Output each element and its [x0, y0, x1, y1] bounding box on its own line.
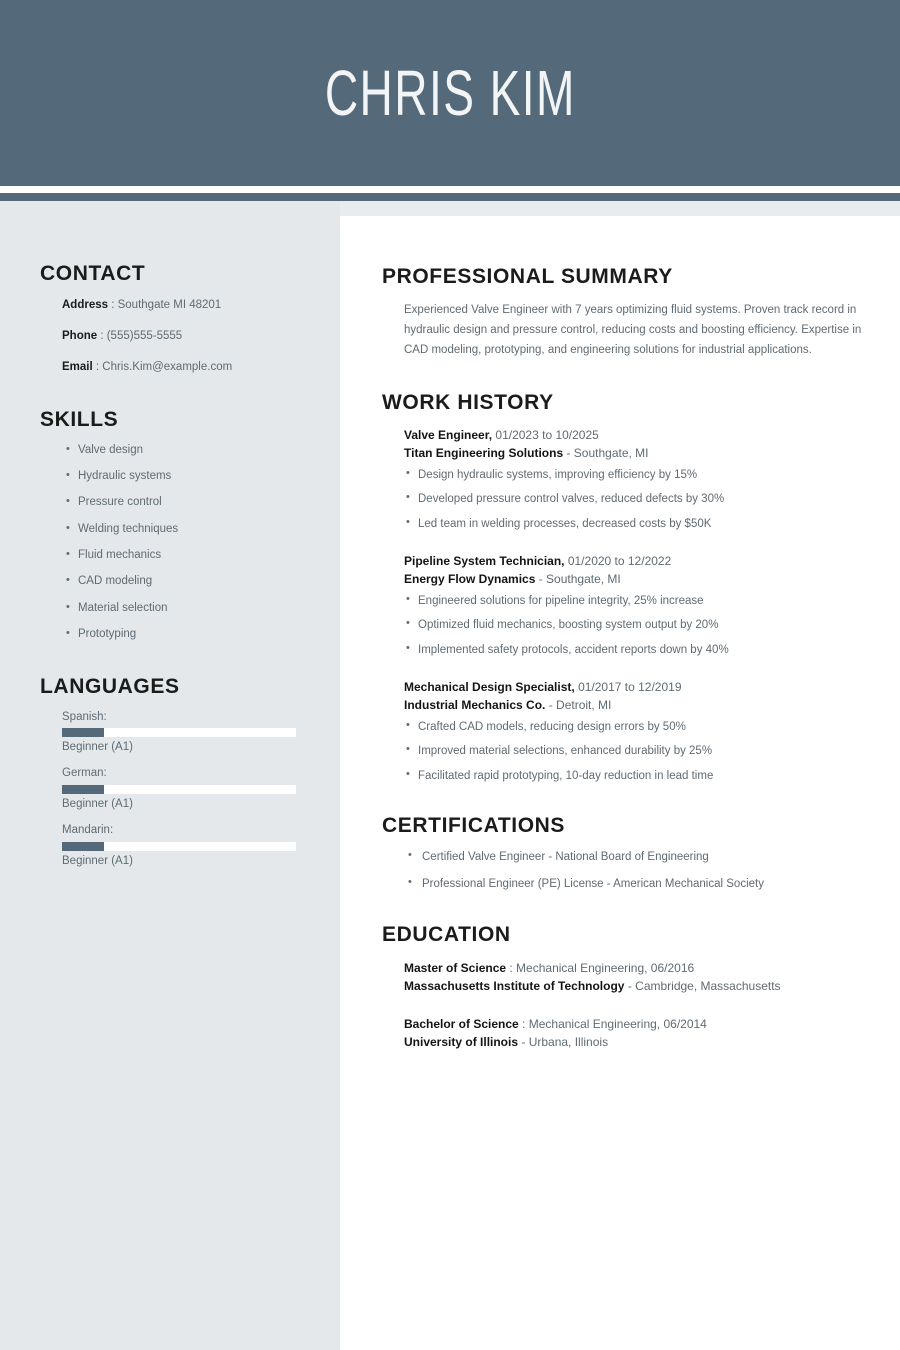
skill-item: • Hydraulic systems — [66, 470, 300, 484]
job-bullet: • Implemented safety protocols, accident reports down by 40% — [404, 643, 870, 657]
education-school: Massachusetts Institute of Technology — [404, 978, 625, 993]
job-title-line — [404, 427, 870, 444]
job-company-line — [404, 445, 870, 462]
contact-heading: CONTACT — [40, 262, 146, 285]
job-bullet: • Led team in welding processes, decreased costs by $50K — [404, 517, 870, 531]
contact-section — [40, 263, 300, 375]
header-banner — [0, 0, 900, 186]
job-entry — [404, 553, 870, 657]
skill-item: • CAD modeling — [66, 575, 300, 589]
summary-text: Experienced Valve Engineer with 7 years optimizing fluid systems. Proven track record in hydraulic design and pressure control, reducing costs and boosting efficiency. Expertise in CAD modeling, prototyping, and engineering solutions for industrial applications. — [404, 304, 862, 356]
language-item — [62, 767, 300, 812]
job-company: Industrial Mechanics Co. — [404, 697, 546, 712]
job-bullet: • Crafted CAD models, reducing design errors by 50% — [404, 720, 870, 734]
language-item — [62, 711, 300, 756]
language-progress-fill — [62, 842, 104, 851]
skill-item: • Welding techniques — [66, 523, 300, 537]
contact-value: : (555)555-5555 — [97, 329, 183, 342]
job-entry — [404, 679, 870, 783]
job-bullet: • Engineered solutions for pipeline integrity, 25% increase — [404, 594, 870, 608]
education-degree: Master of Science — [404, 960, 507, 975]
main-top-strip — [340, 201, 900, 216]
skill-item: • Material selection — [66, 602, 300, 616]
language-level: Beginner (A1) — [62, 854, 133, 867]
job-bullet: • Developed pressure control valves, reduced defects by 30% — [404, 492, 870, 506]
job-location: - Southgate, MI — [535, 571, 621, 586]
skill-item: • Pressure control — [66, 496, 300, 510]
languages-list — [40, 711, 300, 869]
job-location: - Detroit, MI — [545, 697, 612, 712]
certification-item: • Professional Engineer (PE) License - American Mechanical Society — [408, 877, 870, 891]
header-divider-gap — [0, 186, 900, 193]
job-bullets — [404, 720, 870, 783]
certification-item: • Certified Valve Engineer - National Board of Engineering — [408, 850, 870, 864]
education-school-line — [404, 1033, 870, 1051]
languages-section — [40, 676, 300, 869]
job-list — [382, 427, 870, 783]
education-school-line — [404, 977, 870, 995]
job-company-line — [404, 697, 870, 714]
language-progress-track — [62, 785, 296, 794]
certifications-list — [408, 850, 870, 892]
education-school: University of Illinois — [404, 1034, 519, 1049]
job-title-line — [404, 679, 870, 696]
skills-list — [40, 444, 300, 642]
job-company: Titan Engineering Solutions — [404, 445, 564, 460]
sidebar-column — [0, 201, 340, 1350]
contact-value: : Chris.Kim@example.com — [92, 360, 233, 373]
education-heading: EDUCATION — [382, 922, 511, 946]
job-location: - Southgate, MI — [563, 445, 649, 460]
language-progress-track — [62, 728, 296, 737]
candidate-name: CHRIS KIM — [324, 57, 576, 129]
contact-row — [62, 298, 300, 313]
education-entry — [404, 1015, 870, 1051]
language-name: Spanish: — [62, 710, 107, 723]
certifications-heading: CERTIFICATIONS — [382, 814, 566, 838]
skill-item: • Valve design — [66, 444, 300, 458]
language-progress-fill — [62, 728, 104, 737]
job-title-line — [404, 553, 870, 570]
language-progress-fill — [62, 785, 104, 794]
education-degree-line — [404, 1015, 870, 1033]
job-bullet: • Improved material selections, enhanced durability by 25% — [404, 744, 870, 758]
education-field: : Mechanical Engineering, 06/2014 — [518, 1016, 707, 1031]
header-accent-stripe — [0, 193, 900, 201]
job-bullet: • Optimized fluid mechanics, boosting system output by 20% — [404, 618, 870, 632]
job-bullet: • Facilitated rapid prototyping, 10-day reduction in lead time — [404, 769, 870, 783]
education-entry — [404, 959, 870, 995]
education-location: - Urbana, Illinois — [518, 1034, 609, 1049]
education-list — [382, 959, 870, 1051]
language-item — [62, 824, 300, 869]
language-name: Mandarin: — [62, 823, 114, 836]
job-dates: 01/2023 to 10/2025 — [492, 428, 599, 443]
job-dates: 01/2017 to 12/2019 — [574, 680, 682, 695]
language-level: Beginner (A1) — [62, 798, 133, 811]
contact-row — [62, 360, 300, 375]
work-history-section — [382, 392, 870, 783]
education-location: - Cambridge, Massachusetts — [624, 978, 781, 993]
job-bullets — [404, 594, 870, 657]
language-name: German: — [62, 767, 107, 780]
skills-section — [40, 409, 300, 642]
contact-rows — [40, 298, 300, 375]
education-degree-line — [404, 959, 870, 977]
job-company-line — [404, 571, 870, 588]
skills-heading: SKILLS — [40, 407, 119, 431]
job-dates: 01/2020 to 12/2022 — [564, 554, 672, 569]
languages-heading: LANGUAGES — [40, 674, 180, 698]
job-entry — [404, 427, 870, 531]
summary-section — [382, 266, 870, 360]
certifications-section — [382, 815, 870, 892]
language-progress-track — [62, 842, 296, 851]
job-company: Energy Flow Dynamics — [404, 571, 536, 586]
education-degree: Bachelor of Science — [404, 1016, 519, 1031]
job-bullet: • Design hydraulic systems, improving efficiency by 15% — [404, 468, 870, 482]
contact-label: Phone — [62, 329, 98, 342]
work-history-heading: WORK HISTORY — [382, 391, 554, 415]
education-field: : Mechanical Engineering, 06/2016 — [506, 960, 695, 975]
language-level: Beginner (A1) — [62, 741, 133, 754]
contact-label: Email — [62, 360, 93, 373]
skill-item: • Fluid mechanics — [66, 549, 300, 563]
job-title: Mechanical Design Specialist, — [404, 680, 575, 695]
skill-item: • Prototyping — [66, 628, 300, 642]
contact-label: Address — [62, 299, 109, 311]
main-column — [340, 216, 900, 1350]
contact-row — [62, 329, 300, 344]
job-title: Valve Engineer, — [404, 428, 493, 443]
job-title: Pipeline System Technician, — [404, 554, 565, 569]
education-section — [382, 924, 870, 1051]
contact-value: : Southgate MI 48201 — [108, 299, 222, 311]
job-bullets — [404, 468, 870, 531]
summary-heading: PROFESSIONAL SUMMARY — [382, 265, 673, 288]
